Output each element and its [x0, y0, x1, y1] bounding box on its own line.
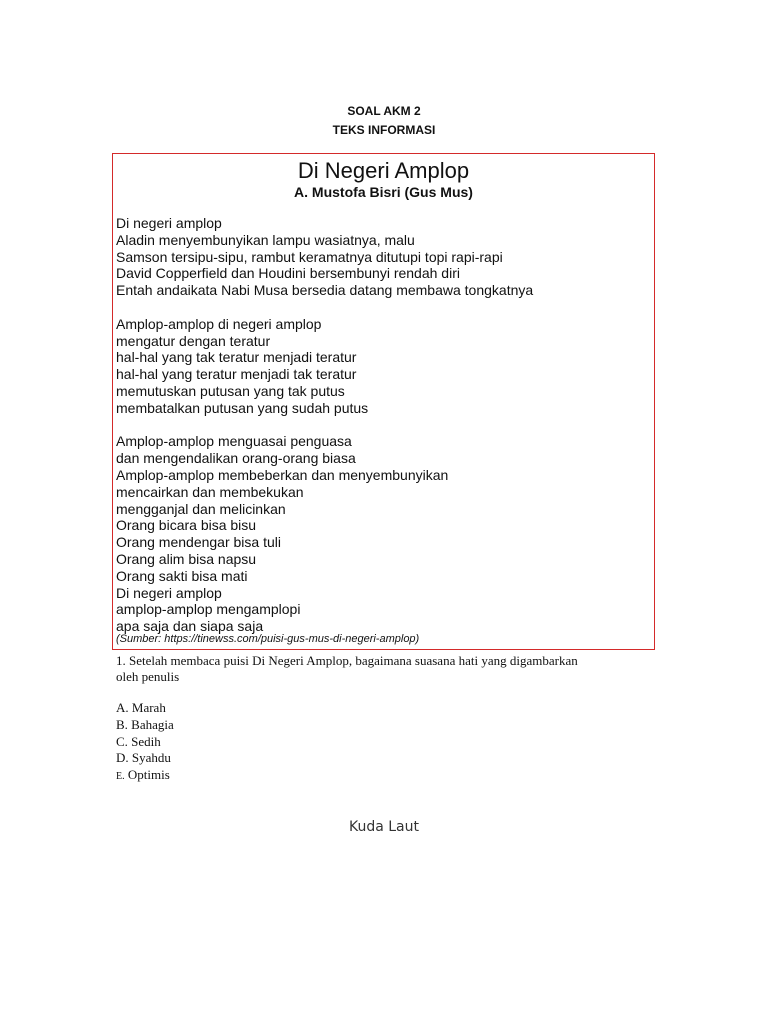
option-e: [116, 767, 174, 786]
poem-line: Entah andaikata Nabi Musa bersedia datang membawa tongkatnya: [116, 282, 534, 299]
option-text: Bahagia: [131, 716, 174, 732]
poem-line: dan mengendalikan orang-orang biasa: [116, 450, 356, 467]
poem-line: hal-hal yang teratur menjadi tak teratur: [116, 366, 357, 383]
poem-line: Samson tersipu-sipu, rambut keramatnya ditutupi topi rapi-rapi: [116, 248, 503, 265]
header-subtitle: TEKS INFORMASI: [332, 123, 436, 137]
option-letter: A.: [116, 700, 129, 715]
poem-box: [112, 153, 655, 650]
option-d: [116, 750, 174, 767]
poem-line: Di negeri amplop: [116, 584, 222, 601]
option-b: [116, 717, 174, 734]
poem-source: (Sumber: https://tinewss.com/puisi-gus-mus-di-negeri-amplop): [116, 633, 420, 645]
stanza-break: [116, 417, 651, 434]
poem-line: memutuskan putusan yang tak putus: [116, 382, 345, 399]
poem-title: Di Negeri Amplop: [297, 158, 470, 183]
poem-line: Orang bicara bisa bisu: [116, 517, 257, 534]
document-header: [0, 102, 768, 140]
poem-line: Amplop-amplop membeberkan dan menyembunyikan: [116, 466, 449, 483]
poem-line: membatalkan putusan yang sudah putus: [116, 399, 369, 416]
option-letter: D.: [116, 750, 129, 766]
poem-line: Orang mendengar bisa tuli: [116, 534, 281, 551]
poem-line: Orang sakti bisa mati: [116, 567, 248, 584]
header-title: SOAL AKM 2: [347, 104, 421, 118]
option-text: Marah: [131, 700, 166, 715]
footer-text: Kuda Laut: [348, 819, 419, 835]
poem-line: mengganjal dan melicinkan: [116, 500, 286, 517]
poem-line: amplop-amplop mengamplopi: [116, 601, 301, 618]
poem-line: Aladin menyembunyikan lampu wasiatnya, malu: [116, 231, 415, 248]
poem-line: Orang alim bisa napsu: [116, 550, 257, 567]
answer-options: [116, 700, 174, 786]
option-text: Syahdu: [131, 750, 171, 766]
option-text: Optimis: [127, 767, 170, 783]
option-letter: B.: [116, 716, 128, 732]
poem-line: David Copperfield dan Houdini bersembunyi rendah diri: [116, 265, 460, 282]
option-letter: E.: [116, 771, 125, 783]
option-letter: C.: [116, 733, 128, 749]
poem-line: Amplop-amplop di negeri amplop: [116, 315, 322, 332]
option-c: [116, 734, 174, 751]
option-text: Sedih: [131, 733, 161, 749]
option-a: [116, 700, 174, 717]
poem-line: mencairkan dan membekukan: [116, 483, 304, 500]
poem-author: A. Mustofa Bisri (Gus Mus): [294, 184, 473, 200]
poem-line: Amplop-amplop menguasai penguasa: [116, 433, 352, 450]
poem-line: hal-hal yang tak teratur menjadi teratur: [116, 349, 357, 366]
poem-line: mengatur dengan teratur: [116, 332, 271, 349]
stanza-break: [116, 299, 651, 316]
question-text: 1. Setelah membaca puisi Di Negeri Amplop, bagaimana suasana hati yang digambarkan oleh penulis: [116, 653, 578, 684]
poem-lines: [116, 215, 651, 635]
poem-line: Di negeri amplop: [116, 215, 222, 231]
poem-line: apa saja dan siapa saja: [116, 618, 264, 635]
